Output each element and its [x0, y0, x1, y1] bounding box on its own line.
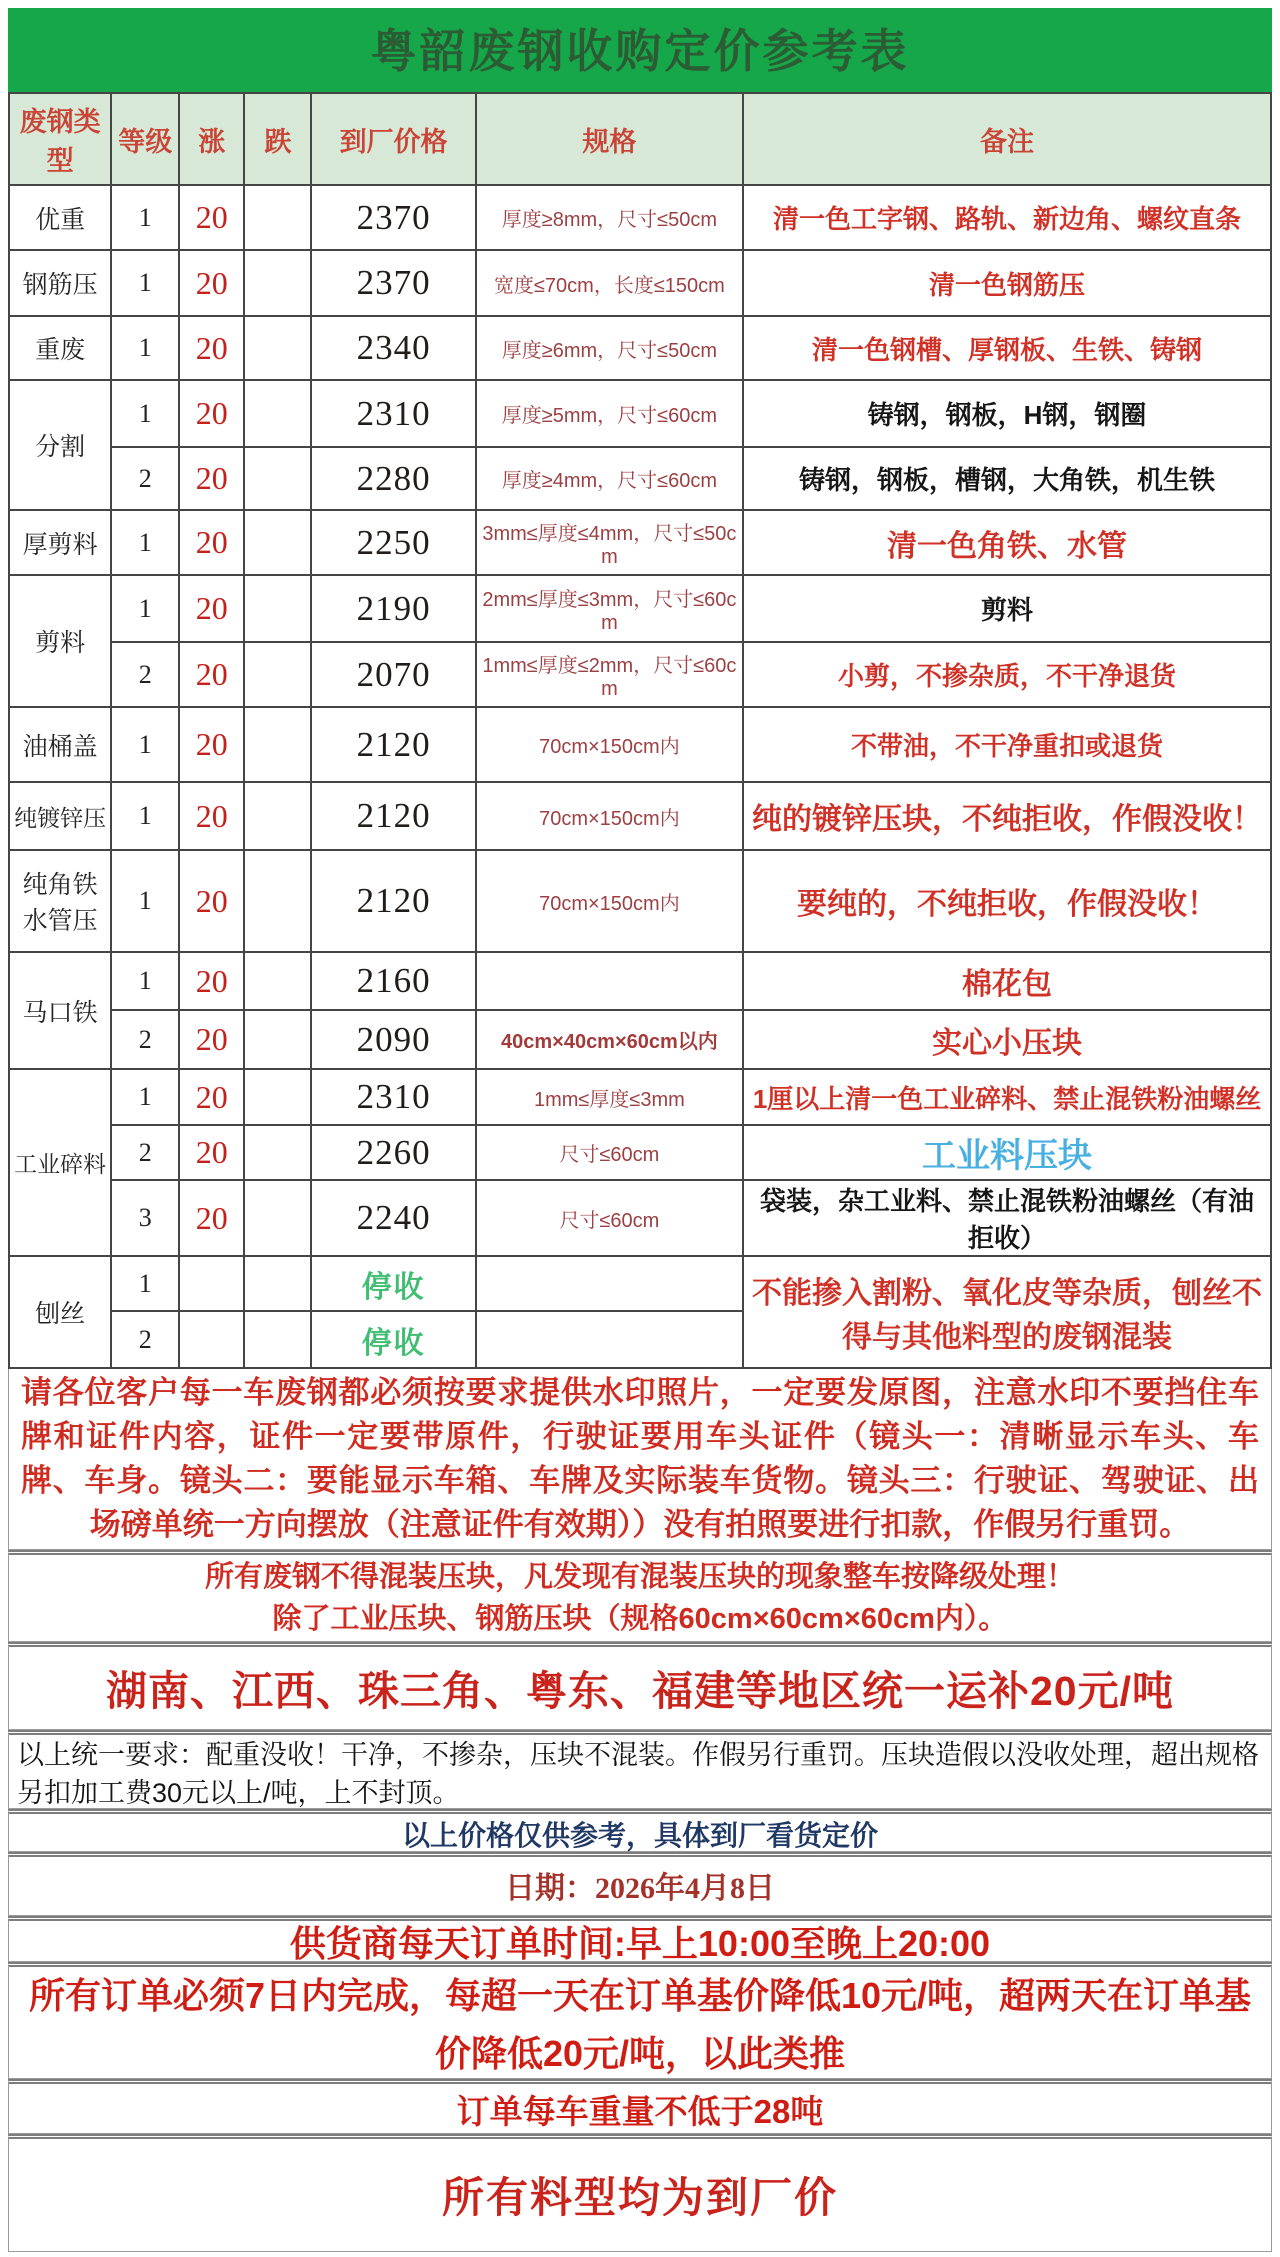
rise-cell: 20: [179, 575, 244, 642]
price-cell: 2240: [311, 1180, 475, 1256]
spec-cell: 1mm≤厚度≤2mm，尺寸≤60cm: [476, 642, 743, 707]
rise-cell: 20: [179, 1069, 244, 1125]
spec-cell: 1mm≤厚度≤3mm: [476, 1069, 743, 1125]
rise-cell: 20: [179, 447, 244, 510]
table-row: [9, 642, 1271, 707]
date-line: 日期：2026年4月8日: [8, 1852, 1272, 1916]
fall-cell: [244, 1311, 311, 1368]
remark-cell: 实心小压块: [743, 1010, 1271, 1069]
price-cell: 2190: [311, 575, 475, 642]
table-row: [9, 447, 1271, 510]
table-row: [9, 1010, 1271, 1069]
table-row: [9, 380, 1271, 447]
column-header-rise: 涨: [179, 93, 244, 185]
spec-cell: 厚度≥4mm，尺寸≤60cm: [476, 447, 743, 510]
fall-cell: [244, 707, 311, 782]
price-cell: 2070: [311, 642, 475, 707]
scrap-type-cell: 刨丝: [9, 1256, 111, 1368]
rise-cell: [179, 1311, 244, 1368]
remark-cell: 要纯的，不纯拒收，作假没收！: [743, 850, 1271, 952]
table-row: [9, 575, 1271, 642]
table-row: [9, 1180, 1271, 1256]
scrap-type-cell: 工业碎料: [9, 1069, 111, 1256]
remark-cell: 小剪，不掺杂质，不干净退货: [743, 642, 1271, 707]
table-row: [9, 316, 1271, 380]
spec-cell: 3mm≤厚度≤4mm，尺寸≤50cm: [476, 510, 743, 575]
fall-cell: [244, 1010, 311, 1069]
rise-cell: 20: [179, 316, 244, 380]
scrap-type-cell: 马口铁: [9, 952, 111, 1069]
grade-cell: 1: [111, 707, 179, 782]
scrap-type-cell: 优重: [9, 185, 111, 250]
no-mixed-blocks-line1: 所有废钢不得混装压块，凡发现有混装压块的现象整车按降级处理！: [204, 1561, 1075, 1593]
price-cell: 2120: [311, 850, 475, 952]
fall-cell: [244, 850, 311, 952]
no-mixed-blocks-note: [8, 1550, 1272, 1642]
remark-cell: 清一色钢槽、厚钢板、生铁、铸钢: [743, 316, 1271, 380]
min-weight-note: 订单每车重量不低于28吨: [8, 2079, 1272, 2134]
price-cell: 2370: [311, 250, 475, 316]
spec-cell: 70cm×150cm内: [476, 850, 743, 952]
remark-cell: 铸钢，钢板，H钢，钢圈: [743, 380, 1271, 447]
scrap-type-cell: 分割: [9, 380, 111, 510]
rise-cell: 20: [179, 185, 244, 250]
grade-cell: 1: [111, 575, 179, 642]
fall-cell: [244, 1256, 311, 1311]
scrap-type-cell: 钢筋压: [9, 250, 111, 316]
fall-cell: [244, 575, 311, 642]
price-cell: 2340: [311, 316, 475, 380]
table-row: [9, 707, 1271, 782]
rise-cell: 20: [179, 1010, 244, 1069]
spec-cell: 厚度≥5mm，尺寸≤60cm: [476, 380, 743, 447]
grade-cell: 2: [111, 1311, 179, 1368]
remark-cell: 1厘以上清一色工业碎料、禁止混铁粉油螺丝: [743, 1069, 1271, 1125]
spec-cell: [476, 952, 743, 1010]
rise-cell: 20: [179, 850, 244, 952]
table-row: [9, 185, 1271, 250]
fall-cell: [244, 782, 311, 850]
fall-cell: [244, 185, 311, 250]
column-header-fall: 跌: [244, 93, 311, 185]
column-header-grade: 等级: [111, 93, 179, 185]
remark-cell: 纯的镀锌压块，不纯拒收，作假没收！: [743, 782, 1271, 850]
spec-cell: [476, 1256, 743, 1311]
rise-cell: 20: [179, 510, 244, 575]
grade-cell: 1: [111, 1069, 179, 1125]
fall-cell: [244, 952, 311, 1010]
remark-cell: 剪料: [743, 575, 1271, 642]
table-row: [9, 250, 1271, 316]
spec-cell: [476, 1311, 743, 1368]
remark-cell: 棉花包: [743, 952, 1271, 1010]
rise-cell: 20: [179, 782, 244, 850]
spec-cell: 40cm×40cm×60cm以内: [476, 1010, 743, 1069]
spec-cell: 厚度≥6mm，尺寸≤50cm: [476, 316, 743, 380]
price-cell: 2090: [311, 1010, 475, 1069]
remark-cell: 铸钢，钢板，槽钢，大角铁，机生铁: [743, 447, 1271, 510]
scrap-type-cell: 厚剪料: [9, 510, 111, 575]
fall-cell: [244, 380, 311, 447]
remark-cell: 工业料压块: [743, 1125, 1271, 1180]
price-cell: 停收: [311, 1311, 475, 1368]
price-cell: 2310: [311, 380, 475, 447]
grade-cell: 1: [111, 185, 179, 250]
grade-cell: 1: [111, 782, 179, 850]
rise-cell: 20: [179, 1125, 244, 1180]
factory-price-note: 所有料型均为到厂价: [8, 2134, 1272, 2252]
scrap-type-cell: 剪料: [9, 575, 111, 707]
price-table: [8, 92, 1272, 1369]
page-title: 粤韶废钢收购定价参考表: [8, 8, 1272, 92]
grade-cell: 2: [111, 642, 179, 707]
price-cell: 2250: [311, 510, 475, 575]
scrap-type-cell: 纯镀锌压: [9, 782, 111, 850]
spec-cell: 厚度≥8mm，尺寸≤50cm: [476, 185, 743, 250]
grade-cell: 1: [111, 316, 179, 380]
price-cell: 停收: [311, 1256, 475, 1311]
spec-cell: 2mm≤厚度≤3mm，尺寸≤60cm: [476, 575, 743, 642]
rise-cell: 20: [179, 380, 244, 447]
spec-cell: 尺寸≤60cm: [476, 1180, 743, 1256]
price-cell: 2120: [311, 782, 475, 850]
rise-cell: 20: [179, 250, 244, 316]
header-row: [9, 93, 1271, 185]
fall-cell: [244, 447, 311, 510]
fall-cell: [244, 316, 311, 380]
table-row: [9, 1256, 1271, 1311]
spec-cell: 70cm×150cm内: [476, 707, 743, 782]
price-cell: 2120: [311, 707, 475, 782]
remark-cell: 不能掺入割粉、氧化皮等杂质，刨丝不得与其他料型的废钢混装: [743, 1256, 1271, 1368]
price-reference-note: 以上价格仅供参考，具体到厂看货定价: [8, 1809, 1272, 1852]
grade-cell: 3: [111, 1180, 179, 1256]
column-header-scrap-type: 废钢类型: [9, 93, 111, 185]
fall-cell: [244, 510, 311, 575]
table-row: [9, 782, 1271, 850]
order-time-note: 供货商每天订单时间:早上10:00至晚上20:00: [8, 1916, 1272, 1962]
table-row: [9, 1125, 1271, 1180]
rise-cell: 20: [179, 1180, 244, 1256]
scrap-type-cell: 重废: [9, 316, 111, 380]
rise-cell: 20: [179, 707, 244, 782]
remark-cell: 袋装，杂工业料、禁止混铁粉油螺丝（有油拒收）: [743, 1180, 1271, 1256]
remark-cell: 清一色角铁、水管: [743, 510, 1271, 575]
fall-cell: [244, 1180, 311, 1256]
scrap-type-cell: 纯角铁水管压: [9, 850, 111, 952]
unified-requirements-note: 以上统一要求：配重没收！干净，不掺杂，压块不混装。作假另行重罚。压块造假以没收处理，超出规格另扣加工费30元以上/吨，上不封顶。: [8, 1730, 1272, 1809]
rise-cell: [179, 1256, 244, 1311]
spec-cell: 宽度≤70cm，长度≤150cm: [476, 250, 743, 316]
rise-cell: 20: [179, 642, 244, 707]
photo-requirements-note: 请各位客户每一车废钢都必须按要求提供水印照片，一定要发原图，注意水印不要挡住车牌和证件内容，证件一定要带原件，行驶证要用车头证件（镜头一：清晰显示车头、车牌、车身。镜头二：要能显示车箱、车牌及实际装车货物。镜头三：行驶证、驾驶证、出场磅单统一方向摆放（注意证件有效期））没有拍照要进行扣款，作假另行重罚。: [8, 1369, 1272, 1550]
remark-cell: 清一色钢筋压: [743, 250, 1271, 316]
remark-cell: 不带油，不干净重扣或退货: [743, 707, 1271, 782]
fall-cell: [244, 1125, 311, 1180]
price-cell: 2280: [311, 447, 475, 510]
fall-cell: [244, 642, 311, 707]
grade-cell: 2: [111, 447, 179, 510]
grade-cell: 1: [111, 380, 179, 447]
table-row: [9, 1069, 1271, 1125]
price-cell: 2160: [311, 952, 475, 1010]
rise-cell: 20: [179, 952, 244, 1010]
price-cell: 2370: [311, 185, 475, 250]
column-header-remark: 备注: [743, 93, 1271, 185]
spec-cell: 尺寸≤60cm: [476, 1125, 743, 1180]
grade-cell: 1: [111, 952, 179, 1010]
table-row: [9, 850, 1271, 952]
grade-cell: 2: [111, 1125, 179, 1180]
fall-cell: [244, 250, 311, 316]
price-cell: 2310: [311, 1069, 475, 1125]
grade-cell: 1: [111, 250, 179, 316]
spec-cell: 70cm×150cm内: [476, 782, 743, 850]
freight-subsidy-note: 湖南、江西、珠三角、粤东、福建等地区统一运补20元/吨: [8, 1642, 1272, 1730]
order-deadline-note: 所有订单必须7日内完成，每超一天在订单基价降低10元/吨，超两天在订单基价降低20元/吨，以此类推: [8, 1962, 1272, 2079]
price-cell: 2260: [311, 1125, 475, 1180]
remark-cell: 清一色工字钢、路轨、新边角、螺纹直条: [743, 185, 1271, 250]
grade-cell: 1: [111, 510, 179, 575]
column-header-spec: 规格: [476, 93, 743, 185]
table-row: [9, 952, 1271, 1010]
grade-cell: 1: [111, 850, 179, 952]
fall-cell: [244, 1069, 311, 1125]
scrap-type-cell: 油桶盖: [9, 707, 111, 782]
grade-cell: 2: [111, 1010, 179, 1069]
grade-cell: 1: [111, 1256, 179, 1311]
no-mixed-blocks-line2: 除了工业压块、钢筋压块（规格60cm×60cm×60cm内）。: [272, 1603, 1008, 1635]
column-header-factory-price: 到厂价格: [311, 93, 475, 185]
table-row: [9, 510, 1271, 575]
